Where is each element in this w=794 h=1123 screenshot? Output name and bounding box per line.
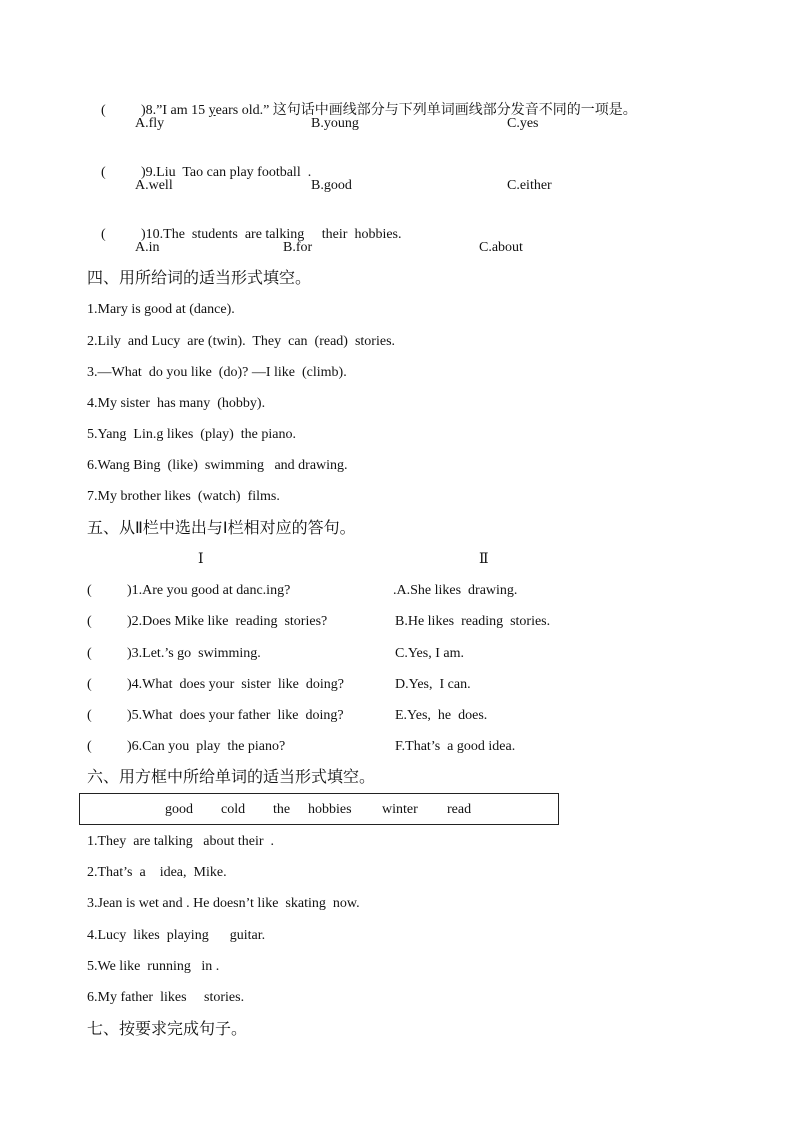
word-bank-item: cold [221,802,246,817]
q9-option-c[interactable]: C.either [507,178,552,193]
section-6-item: 4.Lucy likes playing guitar. [87,928,266,943]
match-answer: .A.She likes drawing. [393,583,518,598]
q9-option-a[interactable]: A.well [135,178,173,193]
question-8-underlined: y [208,103,216,118]
match-question: )6.Can you play the piano? [127,739,286,754]
word-bank-item: winter [382,802,418,817]
match-row [87,738,285,756]
section-4-item: 2.Lily and Lucy are (twin). They can (read) stories. [87,334,396,349]
q10-option-b[interactable]: B.for [283,240,313,255]
section-4-item: 6.Wang Bing (like) swimming and drawing. [87,458,348,473]
match-question: )2.Does Mike like reading stories? [127,614,328,629]
section-6-item: 3.Jean is wet and . He doesn’t like skating now. [87,896,360,911]
section-4-item: 7.My brother likes (watch) films. [87,489,280,504]
section-4-item: 1.Mary is good at (dance). [87,302,235,317]
answer-paren[interactable]: ( [87,708,92,723]
section-4-item: 4.My sister has many (hobby). [87,396,266,411]
match-answer: C.Yes, I am. [395,646,464,661]
answer-paren[interactable]: ( [87,677,92,692]
section-5-heading: 五、从Ⅱ栏中选出与Ⅰ栏相对应的答句。 [87,518,356,537]
word-bank-item: the [273,802,291,817]
column-2-label: Ⅱ [479,552,489,567]
question-8-text-a: )8.”I am 15 [141,103,209,118]
answer-paren[interactable]: ( [87,614,92,629]
match-question: )5.What does your father like doing? [127,708,344,723]
word-bank-box [79,793,559,825]
match-answer: E.Yes, he does. [395,708,488,723]
answer-paren[interactable]: ( [101,227,106,242]
match-row [87,613,327,631]
answer-paren[interactable]: ( [87,739,92,754]
section-4-item: 5.Yang Lin.g likes (play) the piano. [87,427,296,442]
answer-paren[interactable]: ( [101,103,106,118]
section-6-item: 6.My father likes stories. [87,990,245,1005]
section-7-heading: 七、按要求完成句子。 [87,1019,248,1038]
match-answer: D.Yes, I can. [395,677,471,692]
section-6-item: 2.That’s a idea, Mike. [87,865,227,880]
match-answer: B.He likes reading stories. [395,614,551,629]
question-8-text-b: ears old.” 这句话中画线部分与下列单词画线部分发音不同的一项是。 [215,103,637,118]
q8-option-c[interactable]: C.yes [507,116,539,131]
column-1-label: Ⅰ [198,552,204,567]
section-6-item: 1.They are talking about their . [87,834,274,849]
q10-option-c[interactable]: C.about [479,240,523,255]
answer-paren[interactable]: ( [101,165,106,180]
answer-paren[interactable]: ( [87,583,92,598]
match-answer: F.That’s a good idea. [395,739,516,754]
match-row [87,676,344,694]
q8-option-a[interactable]: A.fly [135,116,165,131]
word-bank-item: good [165,802,193,817]
section-6-heading: 六、用方框中所给单词的适当形式填空。 [87,767,376,786]
match-row [87,645,261,663]
word-bank-item: read [447,802,472,817]
section-6-item: 5.We like running in . [87,959,220,974]
q10-option-a[interactable]: A.in [135,240,160,255]
section-4-heading: 四、用所给词的适当形式填空。 [87,268,312,287]
match-question: )1.Are you good at danc.ing? [127,583,291,598]
match-row [87,707,344,725]
match-question: )3.Let.’s go swimming. [127,646,261,661]
q8-option-b[interactable]: B.young [311,116,359,131]
answer-paren[interactable]: ( [87,646,92,661]
question-8 [87,84,637,138]
match-row [87,582,290,600]
section-4-item: 3.—What do you like (do)? —I like (climb). [87,365,347,380]
question-9 [87,146,311,200]
match-question: )4.What does your sister like doing? [127,677,344,692]
word-bank-item: hobbies [308,802,352,817]
question-10-text: )10.The students are talking their hobbies. [141,227,402,242]
question-9-text: )9.Liu Tao can play football . [141,165,312,180]
q9-option-b[interactable]: B.good [311,178,352,193]
